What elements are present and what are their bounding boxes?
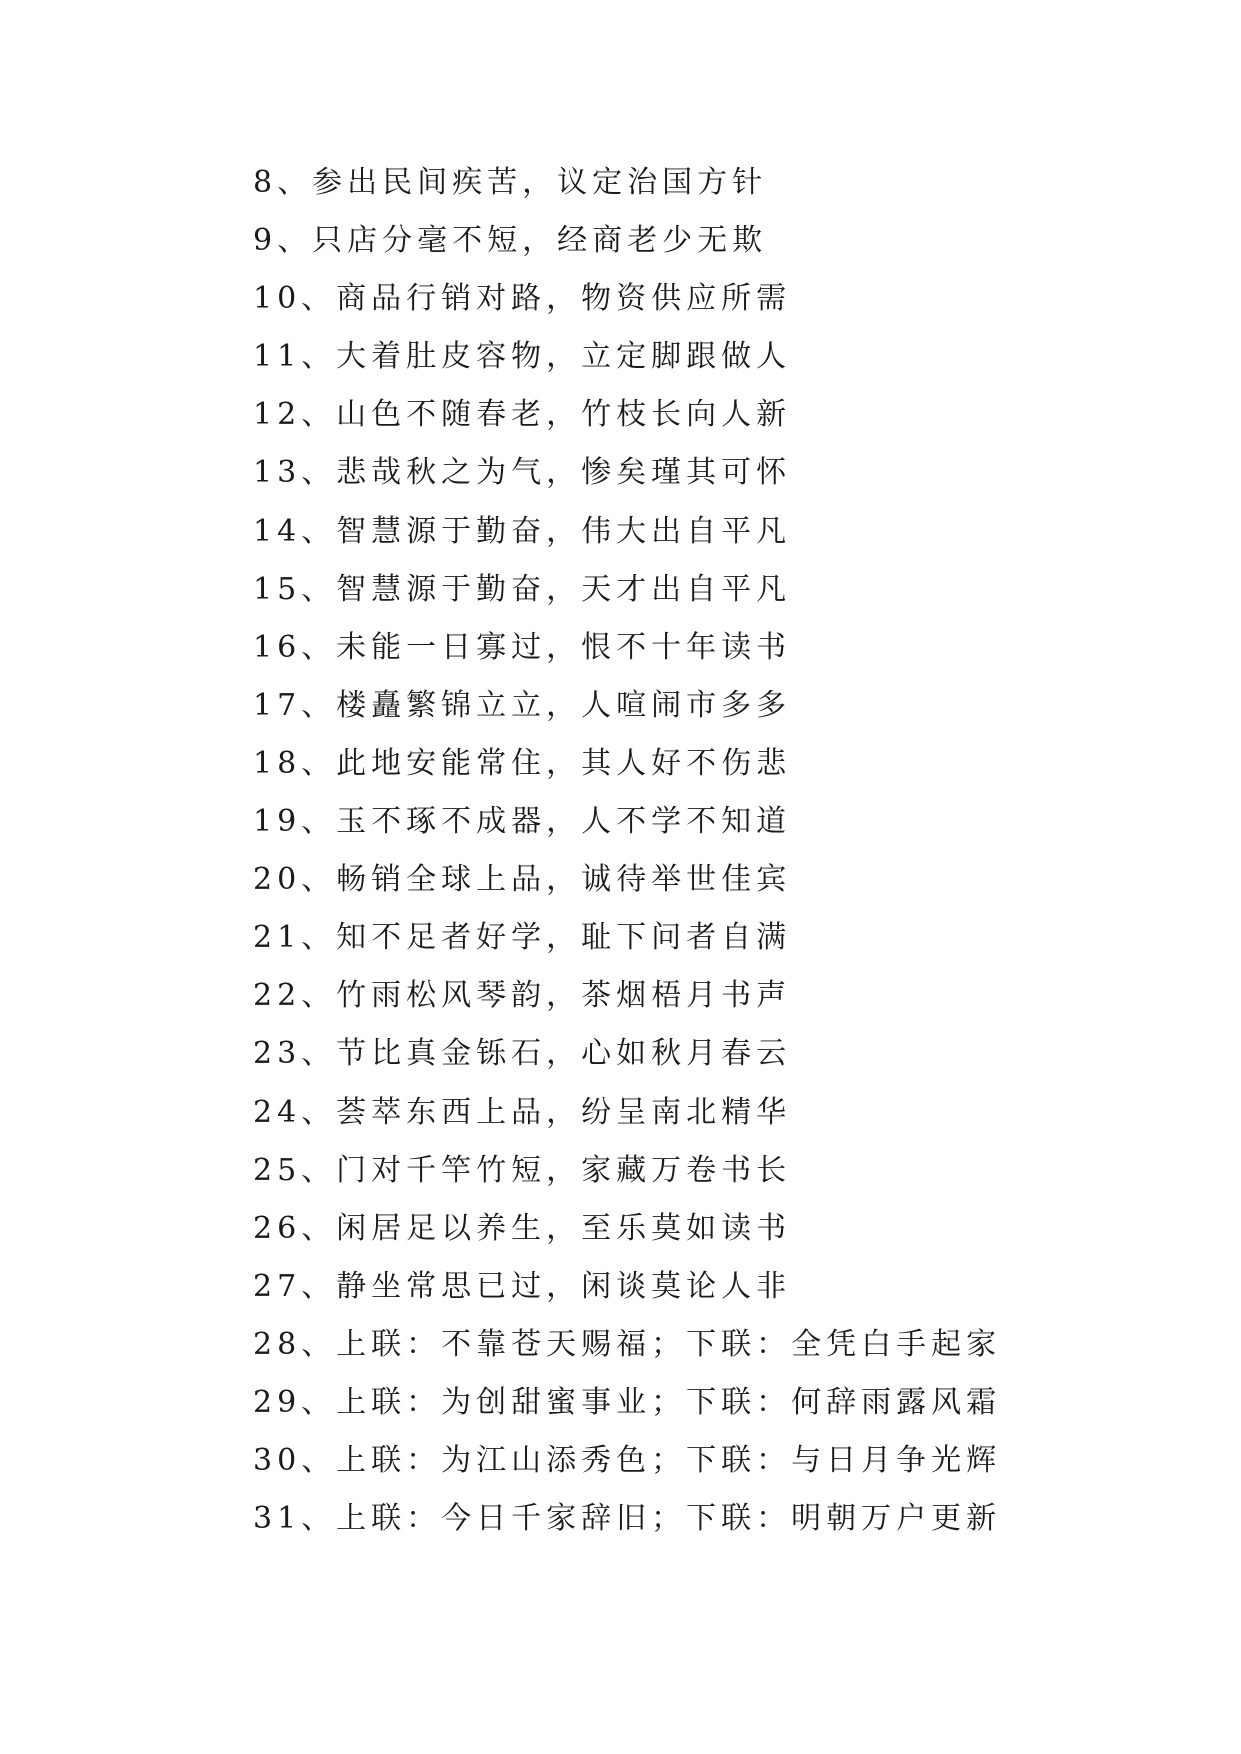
list-item: 11、大着肚皮容物，立定脚跟做人 — [253, 339, 792, 375]
list-item: 30、上联：为江山添秀色；下联：与日月争光辉 — [253, 1443, 1002, 1479]
list-item: 14、智慧源于勤奋，伟大出自平凡 — [253, 513, 792, 549]
list-item: 29、上联：为创甜蜜事业；下联：何辞雨露风霜 — [253, 1384, 1002, 1420]
list-item: 21、知不足者好学，耻下问者自满 — [253, 920, 792, 956]
list-item: 25、门对千竿竹短，家藏万卷书长 — [253, 1152, 792, 1188]
list-item: 19、玉不琢不成器，人不学不知道 — [253, 804, 792, 840]
list-item: 28、上联：不靠苍天赐福；下联：全凭白手起家 — [253, 1326, 1002, 1362]
list-item: 23、节比真金铄石，心如秋月春云 — [253, 1036, 792, 1072]
list-item: 20、畅销全球上品，诚待举世佳宾 — [253, 862, 792, 898]
list-item: 18、此地安能常住，其人好不伤悲 — [253, 745, 792, 781]
list-item: 10、商品行销对路，物资供应所需 — [253, 281, 792, 317]
list-item: 17、楼矗繁锦立立，人喧闹市多多 — [253, 687, 792, 723]
list-item: 31、上联：今日千家辞旧；下联：明朝万户更新 — [253, 1501, 1002, 1537]
list-item: 22、竹雨松风琴韵，茶烟梧月书声 — [253, 978, 792, 1014]
list-item: 8、参出民间疾苦，议定治国方针 — [253, 165, 768, 200]
list-item: 12、山色不随春老，竹枝长向人新 — [253, 397, 792, 433]
list-item: 26、闲居足以养生，至乐莫如读书 — [253, 1210, 792, 1246]
list-item: 16、未能一日寡过，恨不十年读书 — [253, 629, 792, 665]
list-item: 13、悲哉秋之为气，惨矣瑾其可怀 — [253, 455, 792, 491]
list-item: 24、荟萃东西上品，纷呈南北精华 — [253, 1094, 792, 1130]
list-item: 9、只店分毫不短，经商老少无欺 — [253, 223, 768, 259]
list-item: 15、智慧源于勤奋，天才出自平凡 — [253, 571, 792, 607]
couplet-list — [253, 154, 1001, 1548]
list-item: 27、静坐常思已过，闲谈莫论人非 — [253, 1268, 792, 1304]
